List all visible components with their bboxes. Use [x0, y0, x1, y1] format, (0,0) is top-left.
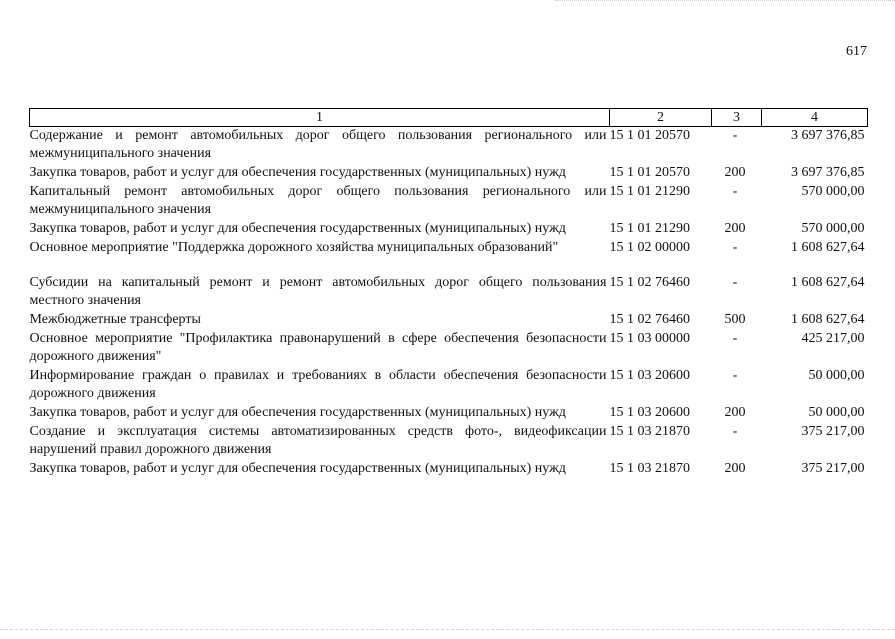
row-type: - [732, 184, 738, 199]
row-sum: 375 217,00 [801, 461, 865, 476]
row-name: Межбюджетные трансферты [29, 312, 201, 327]
row-type: - [732, 368, 738, 383]
row-type: - [732, 275, 738, 290]
row-name: Капитальный ремонт автомобильных дорог общего пользования регионального или межмуниципального значения [29, 184, 607, 217]
row-sum: 1 608 627,64 [791, 275, 865, 290]
table-row [30, 239, 868, 274]
row-type: - [732, 128, 738, 143]
header-col-2: 2 [610, 109, 712, 127]
scan-edge-bottom [0, 629, 895, 630]
row-code: 15 1 02 76460 [609, 312, 690, 327]
header-col-3: 3 [712, 109, 762, 127]
row-type: 200 [724, 461, 746, 476]
row-name: Информирование граждан о правилах и требованиях в области обеспечения безопасности дорожного движения [29, 368, 607, 401]
budget-table [29, 108, 868, 479]
table-row [30, 330, 868, 367]
table-row [30, 423, 868, 460]
row-sum: 50 000,00 [808, 368, 865, 383]
row-sum: 3 697 376,85 [791, 165, 865, 180]
table-row [30, 164, 868, 183]
header-col-4: 4 [762, 109, 868, 127]
row-sum: 375 217,00 [801, 424, 865, 439]
table-row [30, 220, 868, 239]
row-code: 15 1 03 21870 [609, 461, 690, 476]
row-code: 15 1 01 21290 [609, 184, 690, 199]
header-row [30, 109, 868, 127]
scan-edge-top [555, 0, 895, 1]
row-sum: 3 697 376,85 [791, 128, 865, 143]
row-type: - [732, 331, 738, 346]
row-type: 200 [724, 221, 746, 236]
row-sum: 570 000,00 [801, 184, 865, 199]
header-col-1: 1 [30, 109, 610, 127]
row-name: Основное мероприятие "Профилактика правонарушений в сфере обеспечения безопасности дорожного движения" [29, 331, 607, 364]
row-name: Закупка товаров, работ и услуг для обеспечения государственных (муниципальных) нужд [29, 221, 566, 236]
row-code: 15 1 02 76460 [609, 275, 690, 290]
row-code: 15 1 03 21870 [609, 424, 690, 439]
row-code: 15 1 01 21290 [609, 221, 690, 236]
table-row [30, 183, 868, 220]
row-code: 15 1 01 20570 [609, 165, 690, 180]
row-name: Субсидии на капитальный ремонт и ремонт автомобильных дорог общего пользования местного значения [29, 275, 607, 308]
row-name: Содержание и ремонт автомобильных дорог общего пользования регионального или межмуниципального значения [29, 128, 607, 161]
table-row [30, 311, 868, 330]
row-name: Закупка товаров, работ и услуг для обеспечения государственных (муниципальных) нужд [29, 405, 566, 420]
table-row [30, 460, 868, 479]
row-name: Создание и эксплуатация системы автоматизированных средств фото-, видеофиксации нарушений правил дорожного движения [29, 424, 607, 457]
table-row [30, 404, 868, 423]
row-sum: 1 608 627,64 [791, 240, 865, 255]
row-type: - [732, 424, 738, 439]
row-code: 15 1 01 20570 [609, 128, 690, 143]
row-code: 15 1 03 00000 [609, 331, 690, 346]
table-row [30, 367, 868, 404]
table-row [30, 274, 868, 311]
table-row [30, 127, 868, 165]
row-code: 15 1 02 00000 [609, 240, 690, 255]
row-name: Основное мероприятие "Поддержка дорожного хозяйства муниципальных образований" [29, 240, 559, 255]
row-type: 200 [724, 405, 746, 420]
page-number: 617 [846, 44, 867, 59]
row-name: Закупка товаров, работ и услуг для обеспечения государственных (муниципальных) нужд [29, 165, 566, 180]
row-name: Закупка товаров, работ и услуг для обеспечения государственных (муниципальных) нужд [29, 461, 566, 476]
row-sum: 570 000,00 [801, 221, 865, 236]
row-type: - [732, 240, 738, 255]
row-code: 15 1 03 20600 [609, 368, 690, 383]
row-sum: 425 217,00 [801, 331, 865, 346]
row-sum: 1 608 627,64 [791, 312, 865, 327]
row-type: 500 [724, 312, 746, 327]
row-type: 200 [724, 165, 746, 180]
row-code: 15 1 03 20600 [609, 405, 690, 420]
row-sum: 50 000,00 [808, 405, 865, 420]
